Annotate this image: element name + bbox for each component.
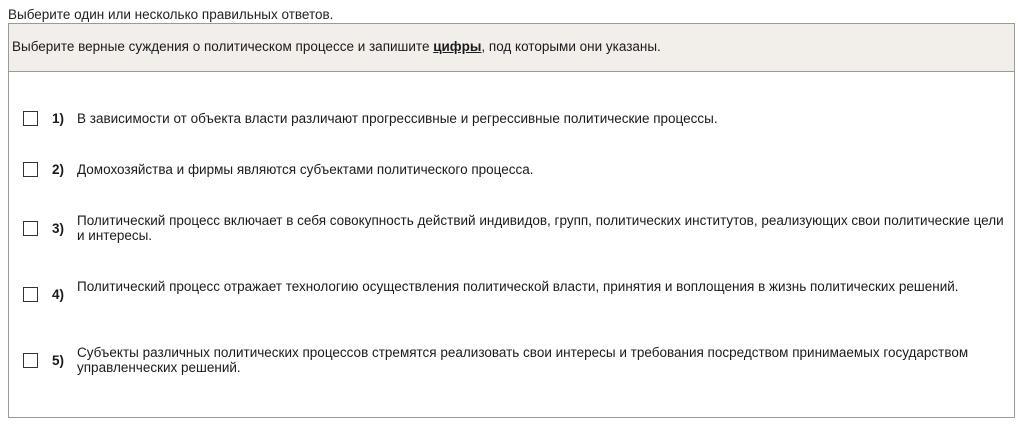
question-header [9, 24, 1014, 72]
option-text: Политический процесс отражает технологию осуществления политической власти, принятия и воплощения в жизнь политических решений. [77, 279, 959, 294]
checkbox-option-2[interactable] [23, 162, 38, 177]
question-emphasis: цифры [433, 39, 482, 54]
option-text: Субъекты различных политических процессов стремятся реализовать свои интересы и требования посредством принимаемых государством управленческих решений. [77, 345, 969, 375]
option-text: В зависимости от объекта власти различают прогрессивные и регрессивные политические процессы. [77, 111, 718, 126]
checkbox-option-1[interactable] [23, 111, 38, 126]
option-number: 3) [52, 221, 65, 236]
checkbox-option-4[interactable] [23, 287, 38, 302]
option-number: 4) [52, 287, 65, 302]
question-text-after: , под которыми они указаны. [481, 39, 661, 54]
option-number: 5) [52, 353, 65, 368]
task-box [8, 23, 1015, 418]
checkbox-option-5[interactable] [23, 353, 38, 368]
option-text: Политический процесс включает в себя совокупность действий индивидов, групп, политических институтов, реализующих свои политические цели и интересы. [77, 213, 1004, 243]
question-text-before: Выберите верные суждения о политическом процессе и запишите [12, 39, 434, 54]
instruction-text: Выберите один или несколько правильных ответов. [8, 7, 334, 22]
option-text: Домохозяйства и фирмы являются субъектами политического процесса. [77, 162, 534, 177]
option-number: 2) [52, 162, 65, 177]
checkbox-option-3[interactable] [23, 221, 38, 236]
option-number: 1) [52, 111, 65, 126]
